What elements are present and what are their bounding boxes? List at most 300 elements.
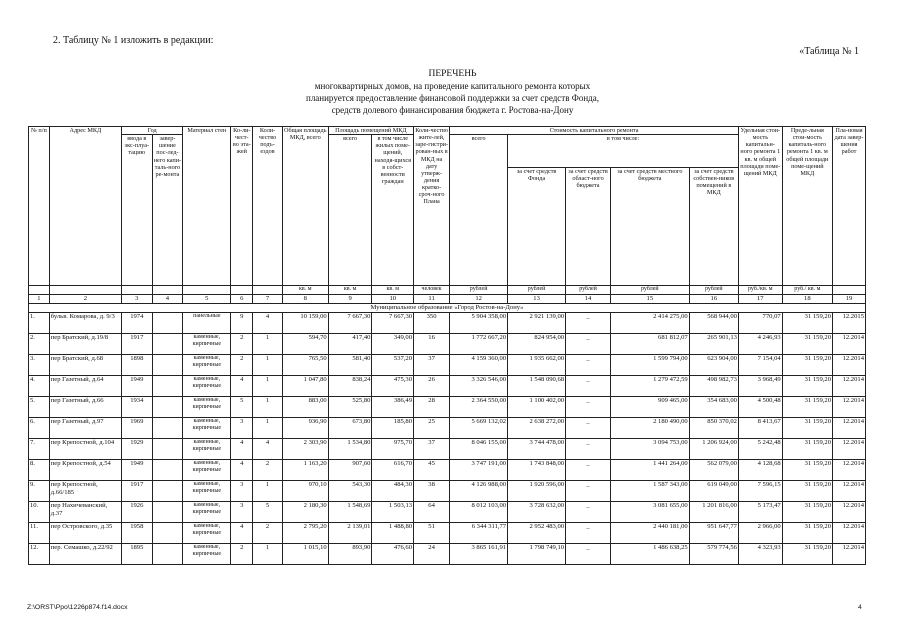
- table-cell: 2 180 490,00: [610, 418, 689, 439]
- table-cell: каменные, кирпичные: [183, 544, 231, 565]
- table-cell: 12.2014: [833, 544, 866, 565]
- column-number-cell: 14: [566, 295, 611, 304]
- table-cell: 681 812,07: [610, 334, 689, 355]
- column-number-cell: 13: [508, 295, 566, 304]
- header-regional: за счет средств област-ного бюджета: [566, 167, 611, 285]
- table-cell: 7 667,30: [328, 313, 372, 334]
- table-cell: 31 159,20: [782, 418, 832, 439]
- table-cell: 2 303,90: [282, 439, 328, 460]
- table-cell: _: [566, 523, 611, 544]
- table-cell: 26: [414, 376, 450, 397]
- table-cell: 770,07: [738, 313, 782, 334]
- table-cell: 1917: [121, 481, 152, 502]
- table-cell: 64: [414, 502, 450, 523]
- table-cell: [152, 502, 183, 523]
- table-cell: _: [566, 397, 611, 418]
- table-cell: 265 901,13: [689, 334, 738, 355]
- table-cell: [152, 376, 183, 397]
- table-cell: 16: [414, 334, 450, 355]
- table-cell: 1 548,69: [328, 502, 372, 523]
- table-cell: 850 370,02: [689, 418, 738, 439]
- table-cell: 12.2014: [833, 334, 866, 355]
- table-cell: 31 159,20: [782, 334, 832, 355]
- header-local: за счет средств местного бюджета: [610, 167, 689, 285]
- table-cell: 537,20: [372, 355, 414, 376]
- table-cell: 12.: [29, 544, 50, 565]
- table-cell: 2 440 181,00: [610, 523, 689, 544]
- table-cell: 6 344 311,77: [450, 523, 508, 544]
- column-number-cell: 2: [49, 295, 121, 304]
- units-row: [29, 286, 866, 295]
- table-cell: 185,80: [372, 418, 414, 439]
- column-number-cell: 6: [231, 295, 253, 304]
- table-cell: 2: [231, 544, 253, 565]
- document-subtitle-2: планируется предоставление финансовой поддержки за счет средств Фонда,: [306, 93, 599, 103]
- table-cell: _: [566, 460, 611, 481]
- table-cell: 7 154,04: [738, 355, 782, 376]
- table-cell: [152, 544, 183, 565]
- table-cell: 2 952 483,00: [508, 523, 566, 544]
- unit-cell: [231, 286, 253, 295]
- page-number: 4: [858, 604, 862, 611]
- column-number-cell: 15: [610, 295, 689, 304]
- column-number-cell: 10: [372, 295, 414, 304]
- unit-cell: [29, 286, 50, 295]
- table-cell: 2: [253, 460, 283, 481]
- table-cell: 2 139,01: [328, 523, 372, 544]
- table-cell: _: [566, 355, 611, 376]
- header-including: в том числе:: [508, 135, 739, 168]
- table-cell: _: [566, 439, 611, 460]
- table-cell: 31 159,20: [782, 355, 832, 376]
- table-cell: пер Газетный, д.97: [49, 418, 121, 439]
- table-cell: 619 049,00: [689, 481, 738, 502]
- table-cell: 1949: [121, 460, 152, 481]
- table-cell: 354 683,00: [689, 397, 738, 418]
- table-cell: 8.: [29, 460, 50, 481]
- table-cell: 1: [253, 418, 283, 439]
- table-cell: 476,60: [372, 544, 414, 565]
- table-cell: 1 503,13: [372, 502, 414, 523]
- table-cell: 4 323,93: [738, 544, 782, 565]
- header-entrances: Коли-чество подъ-ездов: [253, 127, 283, 286]
- table-cell: 1 548 090,68: [508, 376, 566, 397]
- table-cell: 883,00: [282, 397, 328, 418]
- table-cell: 909 465,00: [610, 397, 689, 418]
- unit-cell: руб./ кв. м: [782, 286, 832, 295]
- table-cell: 498 982,73: [689, 376, 738, 397]
- unit-cell: рублей: [566, 286, 611, 295]
- table-cell: каменные, кирпичные: [183, 355, 231, 376]
- table-cell: 1949: [121, 376, 152, 397]
- table-cell: 28: [414, 397, 450, 418]
- table-row: [29, 418, 866, 439]
- table-cell: 2 966,00: [738, 523, 782, 544]
- table-cell: 1 587 343,00: [610, 481, 689, 502]
- table-cell: 1 100 402,00: [508, 397, 566, 418]
- unit-cell: руб./кв. м: [738, 286, 782, 295]
- table-cell: 12.2014: [833, 397, 866, 418]
- table-row: [29, 334, 866, 355]
- table-cell: 765,50: [282, 355, 328, 376]
- table-cell: 838,24: [328, 376, 372, 397]
- table-cell: _: [566, 418, 611, 439]
- table-cell: 6.: [29, 418, 50, 439]
- table-cell: пер Крепостной, д.66/185: [49, 481, 121, 502]
- table-cell: _: [566, 544, 611, 565]
- table-cell: _: [566, 376, 611, 397]
- table-cell: 2 180,30: [282, 502, 328, 523]
- table-cell: каменные, кирпичные: [183, 460, 231, 481]
- table-cell: 10 159,00: [282, 313, 328, 334]
- column-number-cell: 16: [689, 295, 738, 304]
- unit-cell: [152, 286, 183, 295]
- table-cell: 824 954,00: [508, 334, 566, 355]
- table-cell: 8 012 103,00: [450, 502, 508, 523]
- table-cell: 12.2014: [833, 481, 866, 502]
- table-cell: _: [566, 502, 611, 523]
- table-cell: пер Газетный, д.66: [49, 397, 121, 418]
- table-cell: 1: [253, 544, 283, 565]
- table-cell: 1 163,20: [282, 460, 328, 481]
- column-numbers-row: [29, 295, 866, 304]
- table-cell: 12.2014: [833, 523, 866, 544]
- table-cell: 5: [253, 502, 283, 523]
- table-cell: 3 094 753,00: [610, 439, 689, 460]
- document-title: ПЕРЕЧЕНЬ: [428, 69, 477, 79]
- table-cell: пер Нахичеванский, д.37: [49, 502, 121, 523]
- table-cell: 4.: [29, 376, 50, 397]
- header-premises-citizens: в том числе жилых поме-щений, находя-щихся в собст-венности граждан: [372, 135, 414, 286]
- header-residents: Коли-чество жите-лей, заре-гистри-рован-ных в МКД на дату утверж-дения кратко-сроч-ного Плана: [414, 127, 450, 286]
- unit-cell: [121, 286, 152, 295]
- table-cell: 31 159,20: [782, 502, 832, 523]
- table-row: [29, 397, 866, 418]
- table-cell: 5 242,48: [738, 439, 782, 460]
- table-cell: 616,70: [372, 460, 414, 481]
- table-cell: 5.: [29, 397, 50, 418]
- table-cell: 1 206 924,00: [689, 439, 738, 460]
- column-number-cell: 17: [738, 295, 782, 304]
- unit-cell: [183, 286, 231, 295]
- table-cell: 1: [253, 397, 283, 418]
- table-cell: 4: [253, 439, 283, 460]
- header-max-cost: Преде-льная стои-мость капиталь-ного ремонта 1 кв. м общей площади поме-щений МКД: [782, 127, 832, 286]
- unit-cell: [49, 286, 121, 295]
- table-cell: 3 728 632,00: [508, 502, 566, 523]
- table-cell: 1 743 848,00: [508, 460, 566, 481]
- unit-cell: [833, 286, 866, 295]
- table-row: [29, 523, 866, 544]
- header-cost-total: всего: [450, 135, 508, 286]
- table-cell: 4: [231, 439, 253, 460]
- table-cell: 2: [231, 334, 253, 355]
- table-cell: пер Крепостной, д.104: [49, 439, 121, 460]
- table-cell: 1 047,80: [282, 376, 328, 397]
- table-cell: 4 246,93: [738, 334, 782, 355]
- table-cell: 3 744 478,00: [508, 439, 566, 460]
- table-cell: 2 638 272,00: [508, 418, 566, 439]
- table-cell: бульв. Комарова, д. 9/3: [49, 313, 121, 334]
- table-cell: 386,49: [372, 397, 414, 418]
- table-cell: 8 413,67: [738, 418, 782, 439]
- table-cell: 5 669 132,02: [450, 418, 508, 439]
- table-cell: 673,80: [328, 418, 372, 439]
- table-cell: 31 159,20: [782, 397, 832, 418]
- table-cell: 37: [414, 355, 450, 376]
- table-cell: 1926: [121, 502, 152, 523]
- document-heading: [0, 68, 905, 116]
- table-cell: 31 159,20: [782, 523, 832, 544]
- header-row-1: [29, 127, 866, 135]
- table-cell: 45: [414, 460, 450, 481]
- table-cell: пер. Семашко, д.22/92: [49, 544, 121, 565]
- table-cell: 2 795,20: [282, 523, 328, 544]
- table-cell: пер Братский, д.68: [49, 355, 121, 376]
- table-row: [29, 502, 866, 523]
- table-cell: 936,90: [282, 418, 328, 439]
- table-cell: 568 944,00: [689, 313, 738, 334]
- table-cell: 2.: [29, 334, 50, 355]
- table-cell: 5 904 358,00: [450, 313, 508, 334]
- table-cell: 1 935 662,00: [508, 355, 566, 376]
- table-body: [29, 313, 866, 565]
- table-cell: 1974: [121, 313, 152, 334]
- table-cell: 4: [231, 460, 253, 481]
- column-number-cell: 11: [414, 295, 450, 304]
- table-cell: 3.: [29, 355, 50, 376]
- header-address: Адрес МКД: [49, 127, 121, 286]
- table-cell: 5: [231, 397, 253, 418]
- table-cell: каменные, кирпичные: [183, 376, 231, 397]
- table-cell: 9: [231, 313, 253, 334]
- column-number-cell: 4: [152, 295, 183, 304]
- table-cell: 3 968,49: [738, 376, 782, 397]
- table-cell: 12.2014: [833, 460, 866, 481]
- column-number-cell: 18: [782, 295, 832, 304]
- table-cell: _: [566, 334, 611, 355]
- table-cell: 1969: [121, 418, 152, 439]
- table-cell: 1917: [121, 334, 152, 355]
- document-subtitle-1: многоквартирных домов, на проведение капитального ремонта которых: [314, 81, 591, 91]
- table-cell: 12.2014: [833, 376, 866, 397]
- table-cell: 4 500,48: [738, 397, 782, 418]
- table-cell: 1929: [121, 439, 152, 460]
- table-cell: 2: [253, 523, 283, 544]
- table-cell: каменные, кирпичные: [183, 418, 231, 439]
- column-number-cell: 12: [450, 295, 508, 304]
- table-cell: 4: [253, 313, 283, 334]
- column-number-cell: 1: [29, 295, 50, 304]
- table-cell: 2 364 550,00: [450, 397, 508, 418]
- table-cell: 4 159 360,00: [450, 355, 508, 376]
- table-cell: 3 865 161,91: [450, 544, 508, 565]
- table-cell: 10.: [29, 502, 50, 523]
- table-cell: 2: [231, 355, 253, 376]
- unit-cell: рублей: [508, 286, 566, 295]
- table-cell: 7 667,30: [372, 313, 414, 334]
- header-material: Материал стен: [183, 127, 231, 286]
- table-row: [29, 481, 866, 502]
- header-cost: Стоимость капитального ремонта: [450, 127, 739, 135]
- header-num: № п/п: [29, 127, 50, 286]
- document-subtitle-3: средств долевого финансирования бюджета г. Ростова-на-Дону: [331, 105, 574, 115]
- table-cell: 1 920 596,00: [508, 481, 566, 502]
- table-cell: 1 201 816,00: [689, 502, 738, 523]
- table-cell: 4 128,68: [738, 460, 782, 481]
- table-cell: 7.: [29, 439, 50, 460]
- table-cell: 893,90: [328, 544, 372, 565]
- table-cell: 1895: [121, 544, 152, 565]
- table-row: [29, 313, 866, 334]
- table-cell: каменные, кирпичные: [183, 502, 231, 523]
- table-cell: 9.: [29, 481, 50, 502]
- header-fund: за счет средств Фонда: [508, 167, 566, 285]
- table-cell: 543,30: [328, 481, 372, 502]
- table-cell: 951 647,77: [689, 523, 738, 544]
- header-premises-area: Площадь помещений МКД: [328, 127, 413, 135]
- table-cell: каменные, кирпичные: [183, 334, 231, 355]
- table-cell: 12.2015: [833, 313, 866, 334]
- table-cell: 1 599 794,00: [610, 355, 689, 376]
- column-number-cell: 5: [183, 295, 231, 304]
- table-cell: 3: [231, 502, 253, 523]
- table-cell: 31 159,20: [782, 439, 832, 460]
- table-cell: 3 081 655,00: [610, 502, 689, 523]
- table-cell: панельные: [183, 313, 231, 334]
- table-cell: 31 159,20: [782, 460, 832, 481]
- table-cell: пер Островского, д.35: [49, 523, 121, 544]
- table-cell: 579 774,56: [689, 544, 738, 565]
- table-cell: пер Газетный, д.64: [49, 376, 121, 397]
- table-cell: 8 046 155,00: [450, 439, 508, 460]
- table-cell: 3 326 546,00: [450, 376, 508, 397]
- table-cell: 349,00: [372, 334, 414, 355]
- table-cell: 1 279 472,59: [610, 376, 689, 397]
- table-cell: [152, 523, 183, 544]
- table-cell: 1898: [121, 355, 152, 376]
- column-number-cell: 9: [328, 295, 372, 304]
- table-cell: 37: [414, 439, 450, 460]
- column-number-cell: 19: [833, 295, 866, 304]
- intro-text: 2. Таблицу № 1 изложить в редакции:: [53, 35, 214, 46]
- unit-cell: кв. м: [282, 286, 328, 295]
- footer-file-path: Z:\ORST\Ppo\1226p874.f14.docx: [27, 604, 128, 611]
- table-cell: 1.: [29, 313, 50, 334]
- unit-cell: рублей: [689, 286, 738, 295]
- table-cell: 3: [231, 481, 253, 502]
- column-number-cell: 3: [121, 295, 152, 304]
- table-cell: 975,70: [372, 439, 414, 460]
- table-cell: 1 772 667,20: [450, 334, 508, 355]
- table-cell: 24: [414, 544, 450, 565]
- table-cell: 581,40: [328, 355, 372, 376]
- table-cell: 51: [414, 523, 450, 544]
- table-reference: «Таблица № 1: [799, 46, 859, 57]
- table-cell: 1 488,80: [372, 523, 414, 544]
- header-premises-total: всего: [328, 135, 372, 286]
- municipality-row: [29, 304, 866, 313]
- table-cell: 970,10: [282, 481, 328, 502]
- table-cell: 3: [231, 418, 253, 439]
- table-cell: _: [566, 481, 611, 502]
- table-cell: 1958: [121, 523, 152, 544]
- table-cell: 31 159,20: [782, 313, 832, 334]
- table-cell: [152, 481, 183, 502]
- table-cell: каменные, кирпичные: [183, 439, 231, 460]
- table-cell: [152, 355, 183, 376]
- table-cell: 31 159,20: [782, 376, 832, 397]
- table-cell: 1 534,80: [328, 439, 372, 460]
- unit-cell: кв. м: [328, 286, 372, 295]
- table-cell: 350: [414, 313, 450, 334]
- table-cell: 475,30: [372, 376, 414, 397]
- table-cell: каменные, кирпичные: [183, 481, 231, 502]
- header-total-area: Общая площадь МКД, всего: [282, 127, 328, 286]
- table-cell: [152, 397, 183, 418]
- table-cell: 31 159,20: [782, 544, 832, 565]
- table-cell: 594,70: [282, 334, 328, 355]
- table-cell: [152, 460, 183, 481]
- table-cell: [152, 439, 183, 460]
- column-number-cell: 8: [282, 295, 328, 304]
- table-cell: 4: [231, 376, 253, 397]
- header-owners: за счет средств собствен-ников помещений в МКД: [689, 167, 738, 285]
- houses-table: [28, 126, 866, 565]
- table-cell: _: [566, 313, 611, 334]
- table-row: [29, 544, 866, 565]
- table-row: [29, 439, 866, 460]
- table-cell: 1 798 749,10: [508, 544, 566, 565]
- unit-cell: человек: [414, 286, 450, 295]
- table-cell: 4 126 988,00: [450, 481, 508, 502]
- municipality-label: Муниципальное образование «Город Ростов-на-Дону»: [29, 304, 866, 313]
- column-number-cell: 7: [253, 295, 283, 304]
- header-year-repair: завер-шение пос-лед-него капи-таль-ного ре-монта: [152, 135, 183, 286]
- table-cell: [152, 313, 183, 334]
- table-cell: 1 015,10: [282, 544, 328, 565]
- table-cell: 12.2014: [833, 418, 866, 439]
- table-cell: 3 747 191,00: [450, 460, 508, 481]
- table-cell: каменные, кирпичные: [183, 523, 231, 544]
- table-cell: 1934: [121, 397, 152, 418]
- table-cell: 1: [253, 355, 283, 376]
- table-cell: 12.2014: [833, 439, 866, 460]
- table-cell: 38: [414, 481, 450, 502]
- table-cell: 2 921 139,00: [508, 313, 566, 334]
- table-cell: 25: [414, 418, 450, 439]
- table-cell: 562 079,00: [689, 460, 738, 481]
- table-cell: 2 414 275,00: [610, 313, 689, 334]
- table-cell: 417,40: [328, 334, 372, 355]
- table-row: [29, 460, 866, 481]
- table-cell: [152, 334, 183, 355]
- table-cell: 1 441 264,00: [610, 460, 689, 481]
- table-row: [29, 355, 866, 376]
- header-floors: Ко-ли-чест-во эта-жей: [231, 127, 253, 286]
- unit-cell: кв. м: [372, 286, 414, 295]
- table-cell: 12.2014: [833, 502, 866, 523]
- header-plan-date: Пла-новая дата завер-шения работ: [833, 127, 866, 286]
- unit-cell: [253, 286, 283, 295]
- table-cell: 525,80: [328, 397, 372, 418]
- table-cell: 484,30: [372, 481, 414, 502]
- table-cell: 1: [253, 334, 283, 355]
- header-year-built: ввода в экс-плуа-тацию: [121, 135, 152, 286]
- table-cell: 7 596,15: [738, 481, 782, 502]
- table-cell: 11.: [29, 523, 50, 544]
- table-row: [29, 376, 866, 397]
